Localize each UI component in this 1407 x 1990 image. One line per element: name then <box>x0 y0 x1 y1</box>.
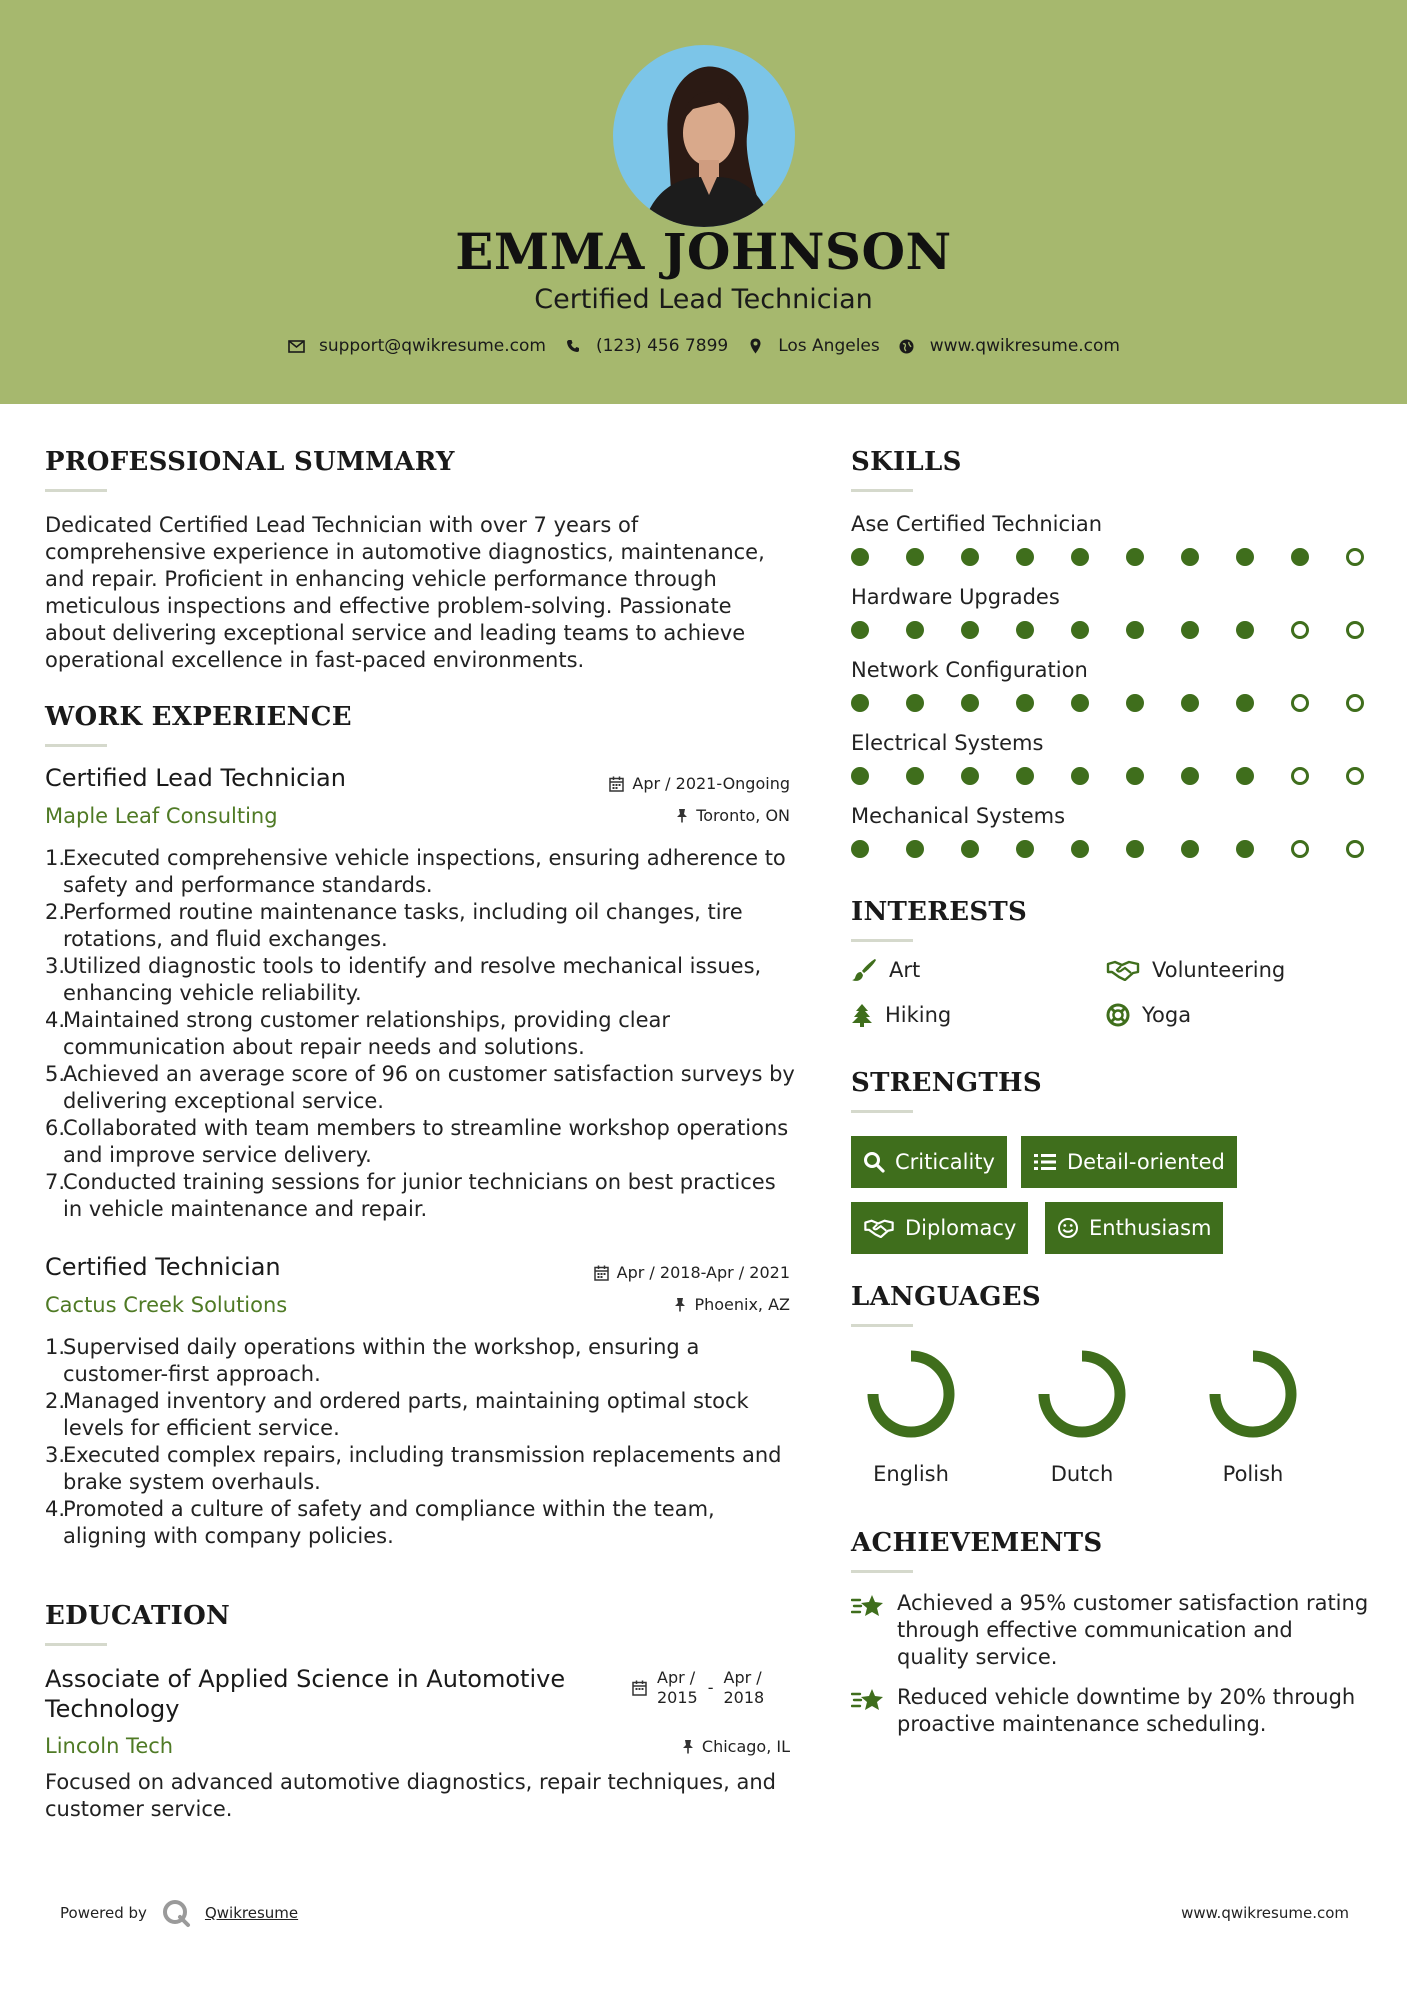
job-dates-text: Apr / 2018-Apr / 2021 <box>616 1263 790 1282</box>
rating-dot-empty <box>1291 767 1309 785</box>
skill-rating <box>851 548 1364 566</box>
skill-rating <box>851 621 1364 639</box>
rating-dot-filled <box>851 548 869 566</box>
rating-dot-filled <box>851 767 869 785</box>
interest-item-art: Art <box>851 958 920 982</box>
interest-item-volunteering: Volunteering <box>1106 958 1285 982</box>
rating-dot-filled <box>906 621 924 639</box>
rating-dot-empty <box>1291 840 1309 858</box>
rating-dot-filled <box>1181 694 1199 712</box>
skill-rating <box>851 694 1364 712</box>
rating-dot-filled <box>1181 548 1199 566</box>
summary-line: Dedicated Certified Lead Technician with over 7 years of <box>45 513 639 537</box>
search-icon <box>863 1151 885 1173</box>
handshake-icon <box>863 1218 895 1238</box>
job-dates-text: Apr / 2021-Ongoing <box>632 774 790 793</box>
list-item: 2. Performed routine maintenance tasks, including oil changes, tire rotations, and fluid exchanges. <box>45 900 743 951</box>
language-item <box>1198 1350 1308 1486</box>
rating-dot-filled <box>851 840 869 858</box>
language-progress-ring <box>1027 1350 1137 1440</box>
rating-dot-filled <box>1016 767 1034 785</box>
list-item: 4. Promoted a culture of safety and compliance within the team, aligning with company policies. <box>45 1497 715 1548</box>
rating-dot-empty <box>1346 694 1364 712</box>
skill-name: Network Configuration <box>851 658 1088 682</box>
education-location <box>682 1737 790 1756</box>
achievements-heading: ACHIEVEMENTS <box>851 1528 1103 1558</box>
map-pin-icon <box>746 337 764 355</box>
summary-heading: PROFESSIONAL SUMMARY <box>45 447 455 477</box>
summary-line: and repair. Proficient in enhancing vehicle performance through <box>45 567 717 591</box>
summary-line: operational excellence in fast-paced environments. <box>45 648 585 672</box>
paintbrush-icon <box>851 958 877 982</box>
contact-bar <box>0 336 1407 356</box>
list-item: 6. Collaborated with team members to streamline workshop operations and improve service delivery. <box>45 1116 789 1167</box>
smile-icon <box>1057 1217 1079 1239</box>
strength-chip-diplomacy: Diplomacy <box>851 1202 1028 1254</box>
footer-powered-by <box>60 1898 298 1928</box>
job-duties-list <box>45 845 805 1223</box>
skill-name: Mechanical Systems <box>851 804 1066 828</box>
contact-phone[interactable] <box>564 336 728 356</box>
list-item: 3. Utilized diagnostic tools to identify and resolve mechanical issues, enhancing vehicle reliability. <box>45 954 762 1005</box>
header-banner <box>0 0 1407 404</box>
rating-dot-filled <box>1236 548 1254 566</box>
language-item <box>856 1350 966 1486</box>
list-item: 2. Managed inventory and ordered parts, maintaining optimal stock levels for efficient service. <box>45 1389 749 1440</box>
candidate-name: EMMA JOHNSON <box>455 222 952 281</box>
education-start: Apr / 2015 <box>657 1668 698 1707</box>
rating-dot-filled <box>1236 694 1254 712</box>
language-item <box>1027 1350 1137 1486</box>
rating-dot-filled <box>906 767 924 785</box>
languages-divider <box>851 1324 913 1327</box>
skill-rating <box>851 840 1364 858</box>
interests-divider <box>851 939 913 942</box>
language-progress-arc <box>1215 1356 1291 1432</box>
job-location-text: Phoenix, AZ <box>694 1295 790 1314</box>
phone-text: (123) 456 7899 <box>595 336 729 356</box>
strength-chip-criticality: Criticality <box>851 1136 1007 1188</box>
rating-dot-empty <box>1346 767 1364 785</box>
phone-icon <box>564 337 582 355</box>
calendar-icon <box>594 1265 609 1281</box>
interest-item-yoga: Yoga <box>1106 1003 1191 1027</box>
rating-dot-filled <box>906 694 924 712</box>
candidate-title: Certified Lead Technician <box>534 284 873 315</box>
rating-dot-filled <box>1071 548 1089 566</box>
rating-dot-filled <box>1016 621 1034 639</box>
languages-heading: LANGUAGES <box>851 1282 1041 1312</box>
rating-dot-filled <box>1291 548 1309 566</box>
language-label: Dutch <box>1050 1462 1114 1486</box>
education-description: Focused on advanced automotive diagnostics, repair techniques, and customer service. <box>45 1770 776 1821</box>
rating-dot-filled <box>906 548 924 566</box>
rating-dot-filled <box>1181 621 1199 639</box>
strength-chip-enthusiasm: Enthusiasm <box>1045 1202 1223 1254</box>
calendar-icon <box>609 776 624 792</box>
email-text: support@qwikresume.com <box>319 336 546 356</box>
rating-dot-filled <box>961 621 979 639</box>
rating-dot-filled <box>1236 767 1254 785</box>
shooting-star-icon <box>851 1686 885 1714</box>
contact-website[interactable] <box>898 336 1120 356</box>
qwikresume-link[interactable]: Qwikresume <box>204 1904 299 1922</box>
summary-line: about delivering exceptional service and leading teams to achieve <box>45 621 746 645</box>
skills-divider <box>851 489 913 492</box>
job-company: Cactus Creek Solutions <box>45 1293 288 1317</box>
skill-name: Ase Certified Technician <box>851 512 1103 536</box>
pushpin-icon <box>676 808 688 823</box>
job-location-text: Toronto, ON <box>696 806 790 825</box>
rating-dot-empty <box>1291 621 1309 639</box>
powered-by-text: Powered by <box>60 1904 147 1922</box>
job-duties-list <box>45 1334 805 1550</box>
website-text: www.qwikresume.com <box>929 336 1120 356</box>
list-item: 1. Supervised daily operations within the workshop, ensuring a customer-first approach. <box>45 1335 700 1386</box>
contact-email[interactable] <box>287 336 546 356</box>
interest-item-hiking: Hiking <box>851 1003 951 1027</box>
globe-icon <box>898 337 916 355</box>
language-label: Polish <box>1222 1462 1284 1486</box>
shooting-star-icon <box>851 1592 885 1620</box>
rating-dot-filled <box>961 548 979 566</box>
location-text: Los Angeles <box>778 336 880 356</box>
summary-text <box>45 512 805 674</box>
rating-dot-filled <box>961 767 979 785</box>
education-dates: Apr / 2015 - Apr / 2018 <box>632 1668 764 1708</box>
rating-dot-filled <box>1016 548 1034 566</box>
skills-heading: SKILLS <box>851 447 962 477</box>
contact-location <box>746 336 880 356</box>
rating-dot-filled <box>1071 840 1089 858</box>
rating-dot-filled <box>1016 694 1034 712</box>
footer-website[interactable]: www.qwikresume.com <box>1181 1904 1349 1922</box>
list-item: 5. Achieved an average score of 96 on customer satisfaction surveys by delivering exceptional service. <box>45 1062 795 1113</box>
strengths-heading: STRENGTHS <box>851 1068 1042 1098</box>
rating-dot-empty <box>1346 621 1364 639</box>
rating-dot-filled <box>961 694 979 712</box>
rating-dot-filled <box>1236 840 1254 858</box>
pushpin-icon <box>674 1297 686 1312</box>
rating-dot-filled <box>1071 621 1089 639</box>
language-label: English <box>873 1462 949 1486</box>
education-location-text: Chicago, IL <box>701 1737 790 1756</box>
summary-line: meticulous inspections and effective problem-solving. Passionate <box>45 594 732 618</box>
rating-dot-filled <box>1126 694 1144 712</box>
education-end: Apr / 2018 <box>723 1668 765 1707</box>
profile-photo <box>613 45 795 227</box>
job-company: Maple Leaf Consulting <box>45 804 278 828</box>
rating-dot-filled <box>1071 694 1089 712</box>
rating-dot-filled <box>1126 548 1144 566</box>
degree-title: Associate of Applied Science in Automotive Technology <box>45 1665 566 1723</box>
school-name: Lincoln Tech <box>45 1734 174 1758</box>
rating-dot-filled <box>1181 767 1199 785</box>
job-dates <box>594 1263 790 1282</box>
rating-dot-filled <box>1126 767 1144 785</box>
rating-dot-filled <box>906 840 924 858</box>
rating-dot-filled <box>1181 840 1199 858</box>
list-item: 7. Conducted training sessions for junior technicians on best practices in vehicle maintenance and repair. <box>45 1170 776 1221</box>
achievement-item: Reduced vehicle downtime by 20% through proactive maintenance scheduling. <box>851 1684 1355 1738</box>
qwikresume-logo-icon <box>161 1898 191 1928</box>
rating-dot-filled <box>1126 621 1144 639</box>
language-progress-ring <box>856 1350 966 1440</box>
skill-name: Hardware Upgrades <box>851 585 1060 609</box>
education-divider <box>45 1643 107 1646</box>
experience-divider <box>45 744 107 747</box>
list-icon <box>1033 1152 1057 1172</box>
summary-line: comprehensive experience in automotive diagnostics, maintenance, <box>45 540 765 564</box>
achievements-divider <box>851 1570 913 1573</box>
rating-dot-filled <box>961 840 979 858</box>
achievement-item: Achieved a 95% customer satisfaction rating through effective communication and quality service. <box>851 1590 1368 1671</box>
job-title: Certified Technician <box>45 1253 281 1281</box>
lifebuoy-icon <box>1106 1003 1130 1027</box>
rating-dot-empty <box>1346 548 1364 566</box>
language-progress-ring <box>1198 1350 1308 1440</box>
rating-dot-filled <box>1071 767 1089 785</box>
rating-dot-empty <box>1346 840 1364 858</box>
summary-divider <box>45 489 107 492</box>
job-location <box>676 806 790 825</box>
rating-dot-empty <box>1291 694 1309 712</box>
job-location <box>674 1295 790 1314</box>
rating-dot-filled <box>1236 621 1254 639</box>
skill-rating <box>851 767 1364 785</box>
rating-dot-filled <box>1016 840 1034 858</box>
rating-dot-filled <box>851 621 869 639</box>
tree-icon <box>851 1003 873 1027</box>
strengths-divider <box>851 1110 913 1113</box>
list-item: 3. Executed complex repairs, including transmission replacements and brake system overhauls. <box>45 1443 782 1494</box>
strength-chip-detail-oriented: Detail-oriented <box>1021 1136 1237 1188</box>
list-item: 1. Executed comprehensive vehicle inspections, ensuring adherence to safety and performance standards. <box>45 846 786 897</box>
envelope-icon <box>287 337 305 355</box>
portrait-image <box>613 45 795 227</box>
language-progress-arc <box>873 1356 949 1432</box>
handshake-icon <box>1106 959 1140 981</box>
language-progress-arc <box>1044 1356 1120 1432</box>
interests-heading: INTERESTS <box>851 897 1028 927</box>
education-heading: EDUCATION <box>45 1601 231 1631</box>
job-dates <box>609 774 790 793</box>
calendar-icon <box>632 1680 647 1696</box>
experience-heading: WORK EXPERIENCE <box>45 702 352 732</box>
rating-dot-filled <box>851 694 869 712</box>
job-title: Certified Lead Technician <box>45 764 346 792</box>
pushpin-icon <box>682 1739 694 1754</box>
list-item: 4. Maintained strong customer relationships, providing clear communication about repair needs and solutions. <box>45 1008 671 1059</box>
rating-dot-filled <box>1126 840 1144 858</box>
skill-name: Electrical Systems <box>851 731 1044 755</box>
